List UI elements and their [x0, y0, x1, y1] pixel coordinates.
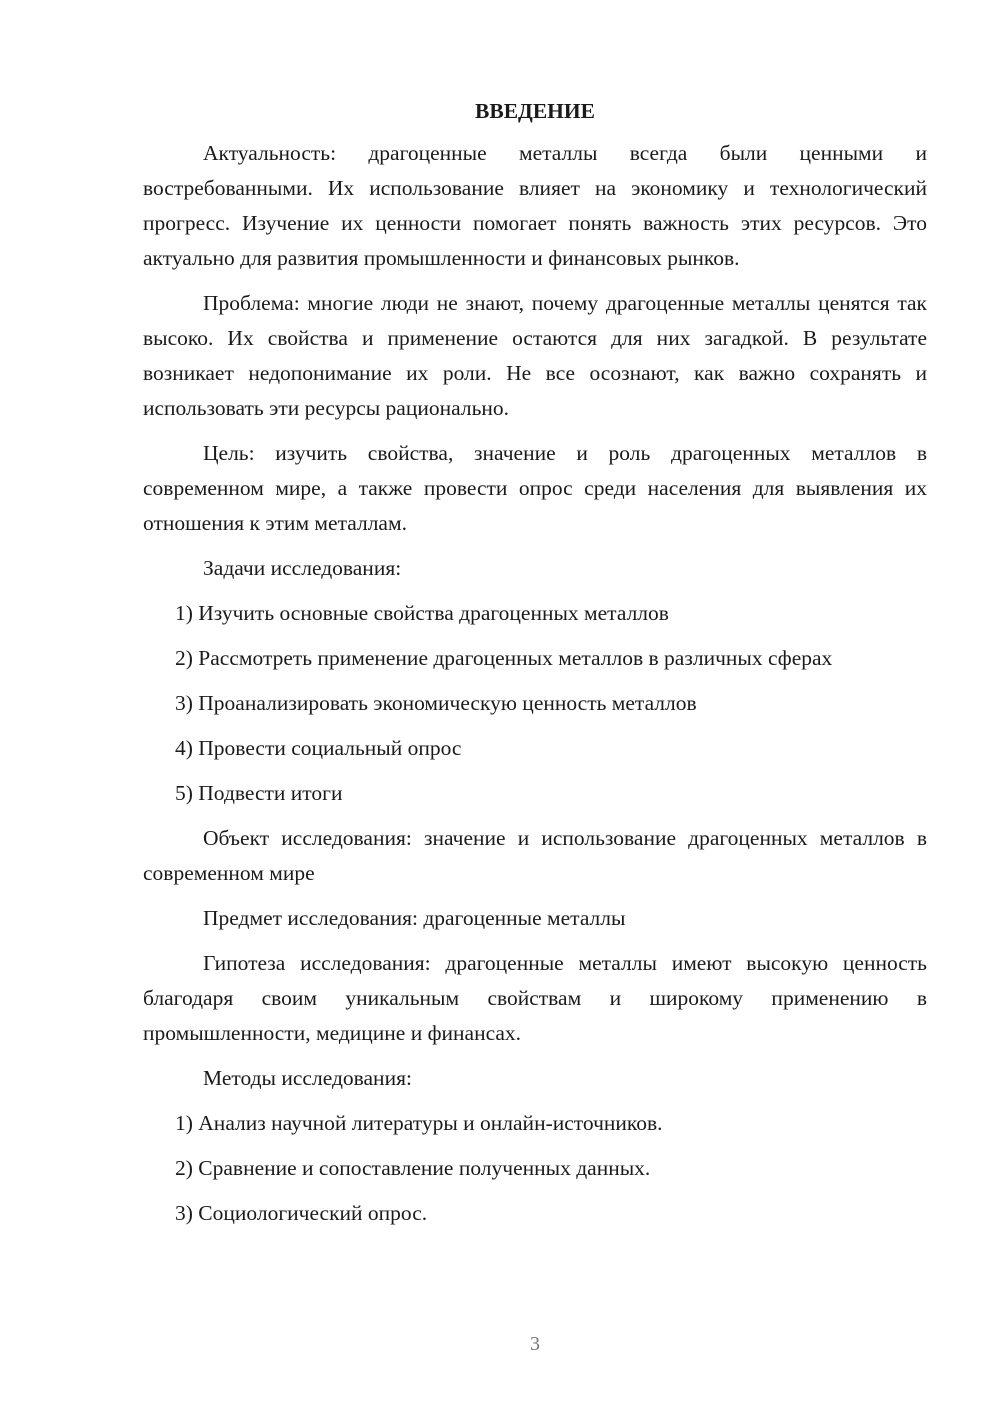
method-item: 2) Сравнение и сопоставление полученных данных.	[175, 1156, 651, 1180]
relevance-paragraph: Актуальность: драгоценные металлы всегда были ценными и востребованными. Их использование влияет на экономику и технологический прогресс. Изучение их ценности помогает понять важность этих ресурсов. Это актуально для развития промышленности и финансовых рынков.	[143, 141, 927, 270]
subject-paragraph: Предмет исследования: драгоценные металлы	[203, 906, 626, 930]
task-item: 2) Рассмотреть применение драгоценных металлов в различных сферах	[175, 646, 833, 670]
page-number: 3	[530, 1333, 540, 1355]
document-page	[143, 96, 927, 1241]
methods-title: Методы исследования:	[203, 1066, 412, 1090]
tasks-title: Задачи исследования:	[203, 556, 402, 580]
goal-paragraph: Цель: изучить свойства, значение и роль драгоценных металлов в современном мире, а также провести опрос среди населения для выявления их отношения к этим металлам.	[143, 441, 927, 535]
object-paragraph: Объект исследования: значение и использование драгоценных металлов в современном мире	[143, 826, 927, 885]
task-item: 3) Проанализировать экономическую ценность металлов	[175, 691, 697, 715]
hypothesis-paragraph: Гипотеза исследования: драгоценные металлы имеют высокую ценность благодаря своим уникальным свойствам и широкому применению в промышленности, медицине и финансах.	[143, 951, 927, 1045]
method-item: 1) Анализ научной литературы и онлайн-источников.	[175, 1111, 663, 1135]
task-item: 1) Изучить основные свойства драгоценных металлов	[175, 601, 669, 625]
page-title: ВВЕДЕНИЕ	[475, 99, 595, 123]
problem-paragraph: Проблема: многие люди не знают, почему драгоценные металлы ценятся так высоко. Их свойства и применение остаются для них загадкой. В результате возникает недопонимание их роли. Не все осознают, как важно сохранять и использовать эти ресурсы рационально.	[143, 291, 927, 420]
task-item: 5) Подвести итоги	[175, 781, 343, 805]
method-item: 3) Социологический опрос.	[175, 1201, 428, 1225]
task-item: 4) Провести социальный опрос	[175, 736, 462, 760]
